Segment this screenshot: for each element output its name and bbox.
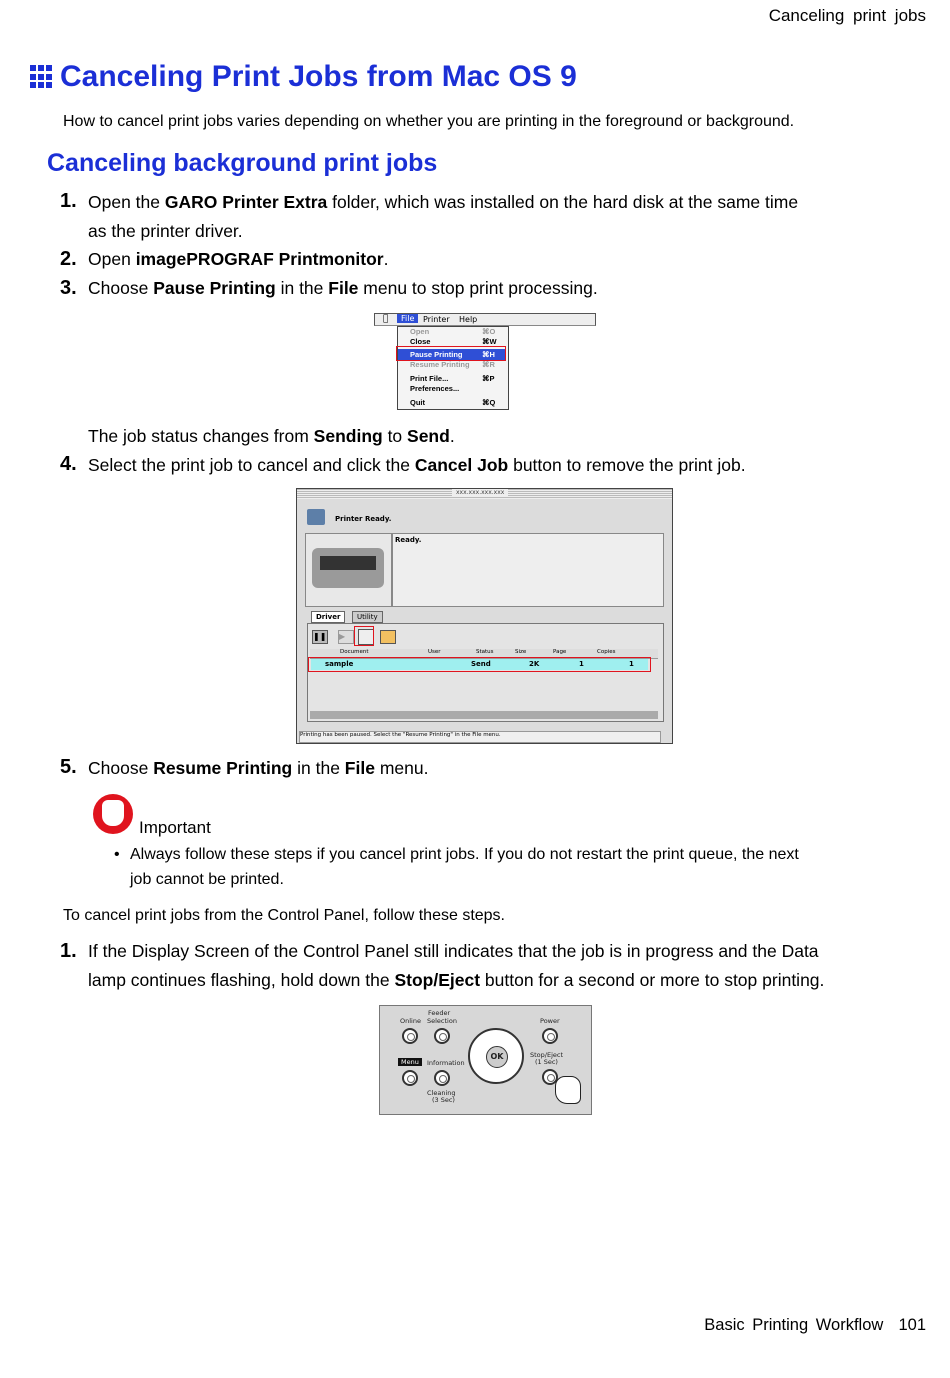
page-number: 101 [898,1316,926,1334]
step-text: Select the print job to cancel and click the Cancel Job button to remove the print job. [88,455,746,475]
step-number: 4. [60,453,77,475]
feeder-selection-button[interactable] [434,1028,450,1044]
step-text: Open imagePROGRAF Printmonitor. [88,249,389,269]
menu-item-resume-printing[interactable]: Resume Printing [410,360,470,369]
important-text: Always follow these steps if you cancel print jobs. If you do not restart the print queue, the next job cannot be printed. [130,846,799,888]
utility-button[interactable] [380,630,396,644]
control-panel-intro: To cancel print jobs from the Control Panel, follow these steps. [63,907,505,924]
step-text: Choose Resume Printing in the File menu. [88,758,429,778]
footer-section: Basic Printing Workflow [704,1316,884,1334]
control-panel-illustration [379,1005,592,1115]
ok-button[interactable]: OK [486,1046,508,1068]
information-label: Information [427,1059,465,1067]
menu-file[interactable]: File [397,314,418,323]
information-button[interactable] [434,1070,450,1086]
menu-help[interactable]: Help [459,315,478,324]
intro-paragraph: How to cancel print jobs varies depending on whether you are printing in the foreground or background. [63,113,795,130]
printer-icon [307,509,325,525]
resume-button[interactable]: ▶ [338,630,354,644]
important-hand-icon [93,794,133,834]
cleaning-sub-label: (3 Sec) [432,1096,455,1104]
online-label: Online [400,1017,421,1025]
horizontal-scrollbar[interactable] [310,711,658,719]
apple-icon [383,314,388,324]
online-button[interactable] [402,1028,418,1044]
highlight-box [396,346,506,361]
selection-label: Selection [427,1017,457,1025]
tab-driver[interactable]: Driver [311,611,345,623]
highlight-box [354,626,374,646]
step-number: 1. [60,940,77,962]
cleaning-label: Cleaning [427,1089,456,1097]
running-header: Canceling print jobs [768,6,926,25]
menu-item-pause-printing[interactable]: Pause Printing [410,350,463,359]
step-text: Open the GARO Printer Extra folder, which was installed on the hard disk at the same time as the printer driver. [88,192,799,241]
important-bullet: • [114,846,120,863]
menu-printer[interactable]: Printer [423,315,450,324]
menu-button[interactable] [402,1070,418,1086]
pointing-hand-icon [555,1076,581,1104]
menu-item-close[interactable]: Close [410,337,431,346]
printmonitor-window [296,488,673,744]
section-grid-icon [30,65,54,89]
highlight-box [308,657,651,672]
navigation-pad[interactable] [468,1028,524,1084]
page-title: Canceling Print Jobs from Mac OS 9 [60,60,577,93]
pause-button[interactable]: ❚❚ [312,630,328,644]
file-menu-screenshot-bar [374,313,596,326]
menu-item-preferences[interactable]: Preferences... [410,384,460,393]
power-button[interactable] [542,1028,558,1044]
page-title-row [30,60,577,94]
stop-eject-sub-label: (1 Sec) [535,1058,558,1066]
important-label: Important [139,818,211,837]
column-headers: Document User Status Size Page Copies [310,649,658,659]
step-number: 1. [60,190,77,212]
printer-status: Printer Ready. [335,515,392,523]
stop-eject-label: Stop/Eject [530,1051,564,1059]
printer-image [305,533,392,607]
window-footer: Printing has been paused. Select the "Resume Printing" in the File menu. [299,731,661,743]
menu-label: Menu [398,1058,422,1066]
menu-item-print-file[interactable]: Print File... [410,374,449,383]
step-text: If the Display Screen of the Control Panel still indicates that the job is in progress and the Data lamp continues flashing, hold down the Stop/Eject button for a second or more to stop printing. [88,941,825,990]
step-number: 3. [60,277,77,299]
menu-item-quit[interactable]: Quit [410,398,425,407]
message-area: Ready. [392,533,664,607]
page-footer [704,1316,926,1335]
step-number: 5. [60,756,77,778]
section-subtitle: Canceling background print jobs [47,149,438,177]
step-number: 2. [60,248,77,270]
feeder-label: Feeder [428,1009,451,1017]
tab-utility[interactable]: Utility [352,611,383,623]
window-title: xxx.xxx.xxx.xxx [452,489,508,496]
job-panel [307,623,664,722]
status-change-text: The job status changes from Sending to Send. [88,426,455,446]
file-menu-dropdown: Open ⌘O Close ⌘W Pause Printing ⌘H Resume Printing ⌘R Print File... ⌘P Preferences... Quit ⌘Q [397,326,509,410]
table-row[interactable]: sample Send 2K 1 1 [311,659,648,670]
step-text: Choose Pause Printing in the File menu to stop print processing. [88,278,598,298]
menu-item-open[interactable]: Open [410,327,430,336]
power-label: Power [540,1017,560,1025]
